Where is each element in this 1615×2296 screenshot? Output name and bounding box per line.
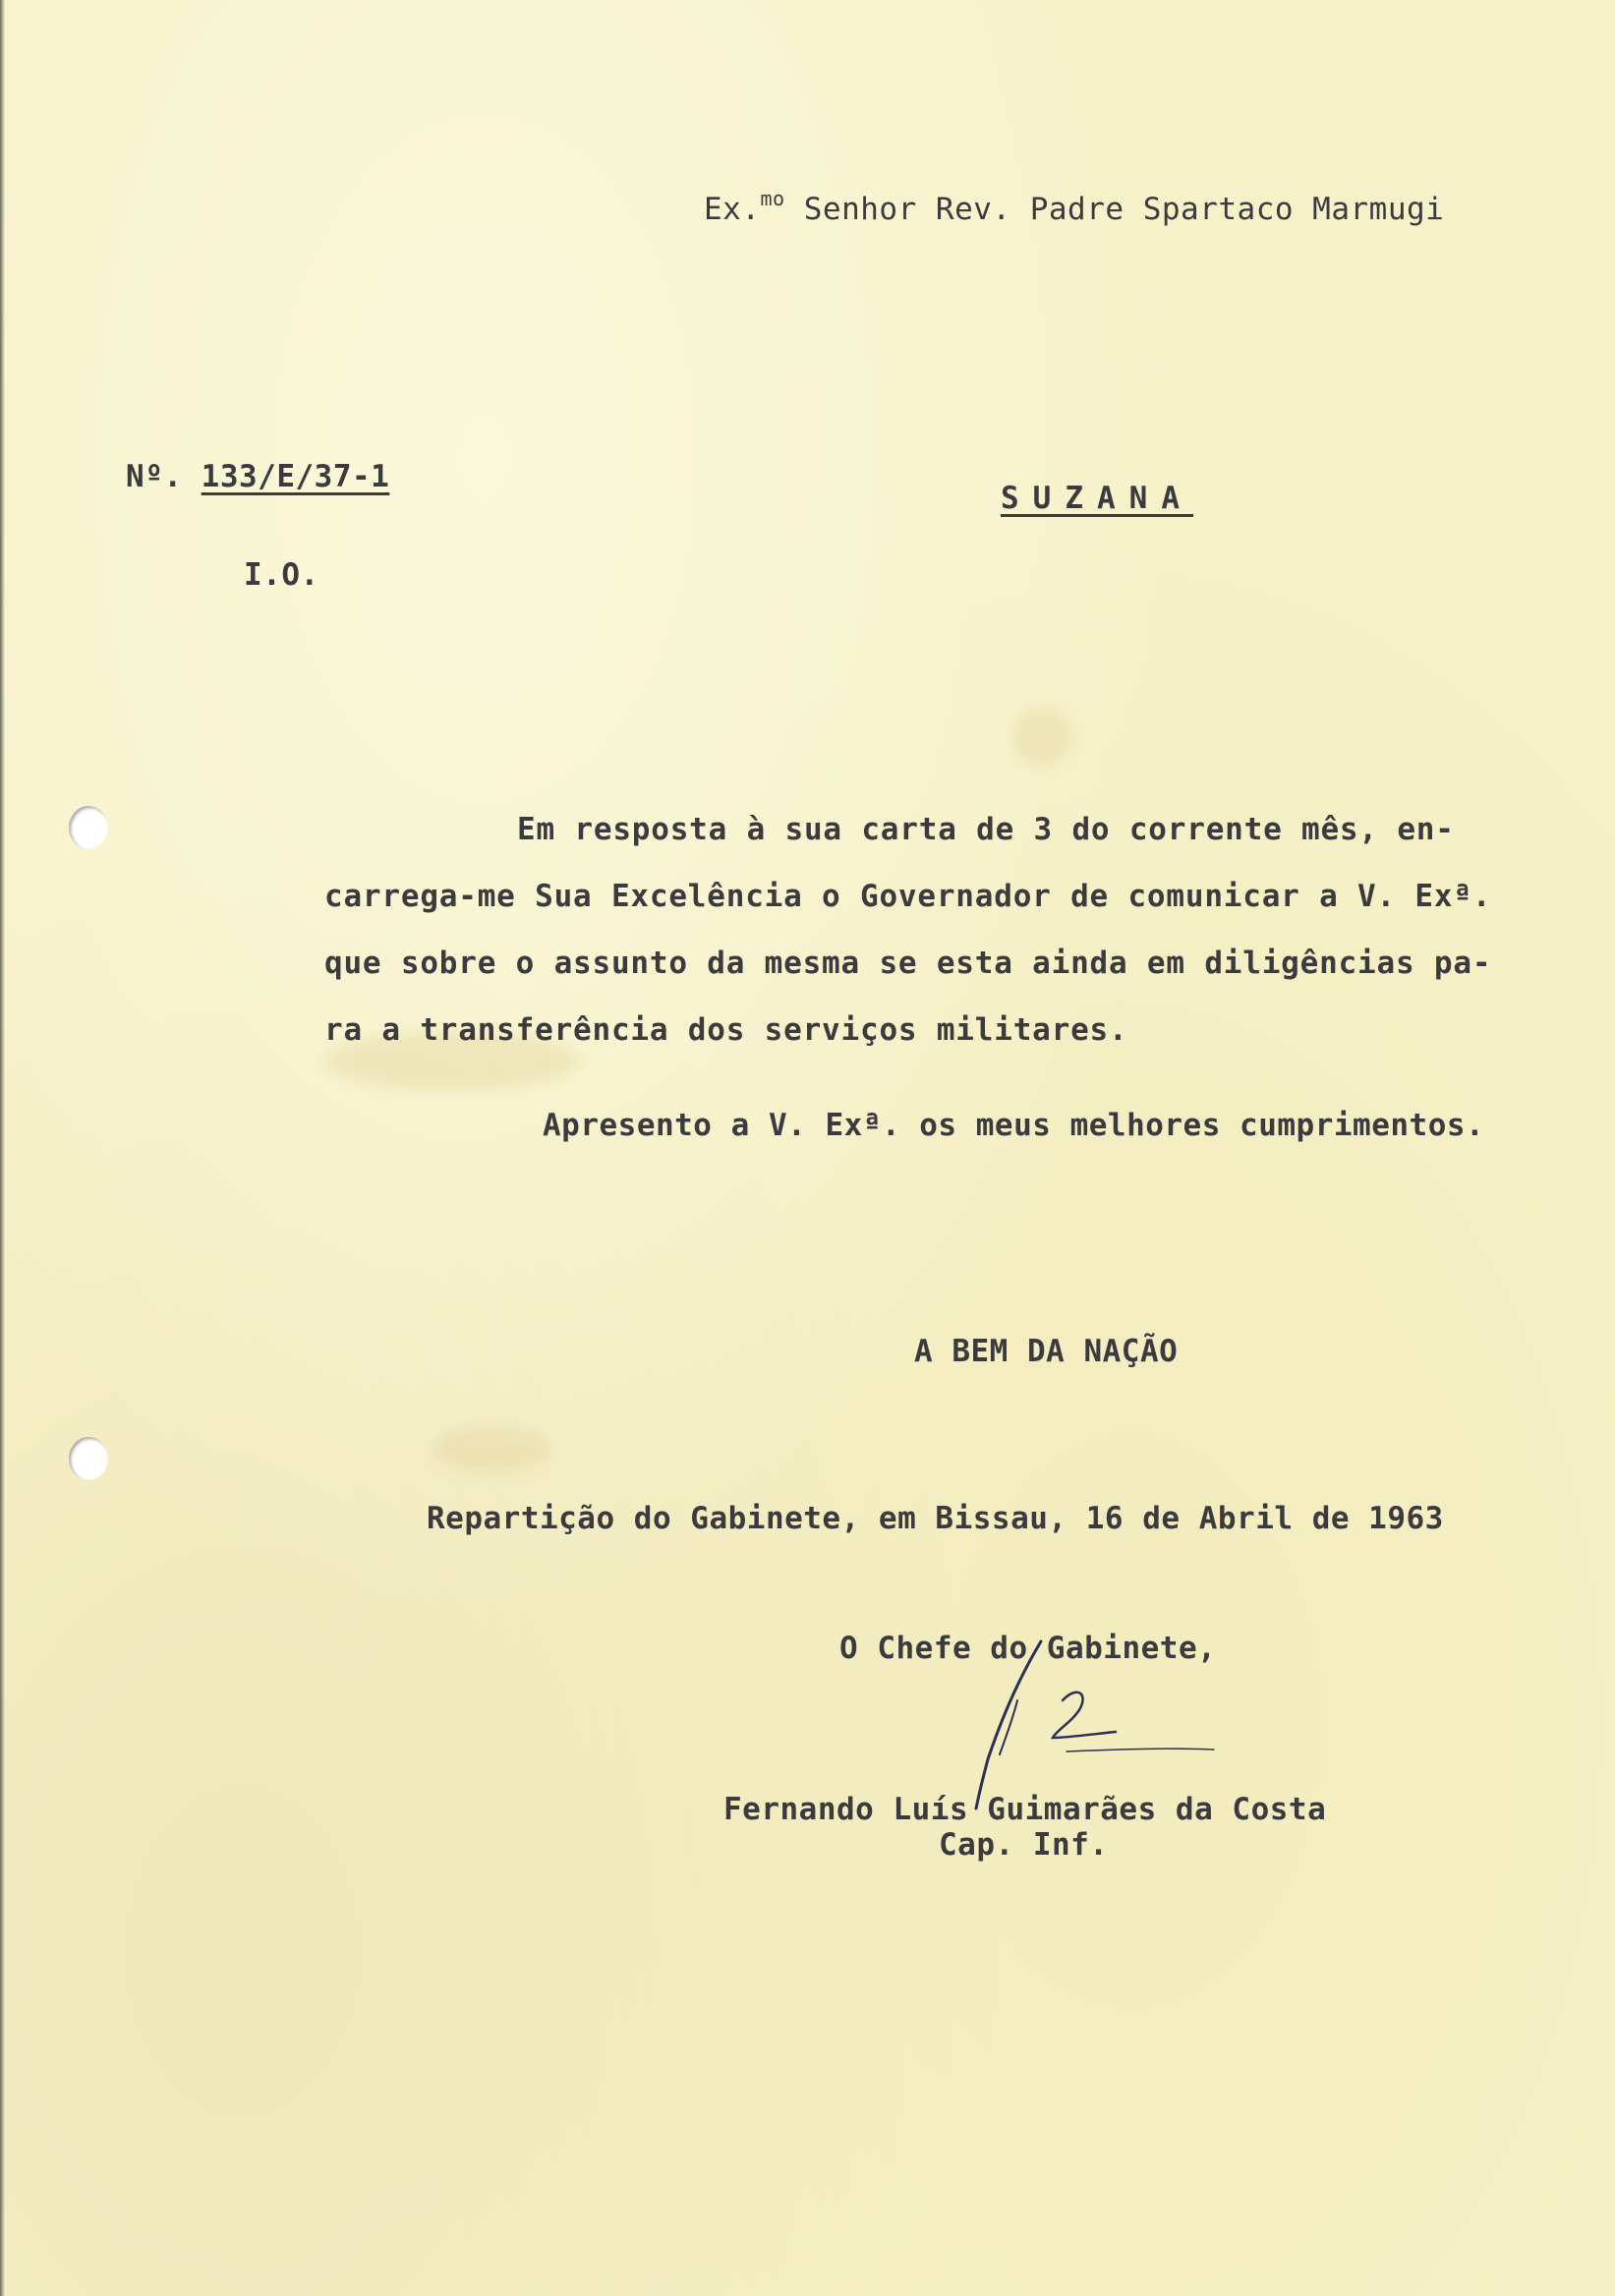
addressee-superscript: mo (760, 187, 785, 210)
punch-hole-top (69, 806, 108, 849)
signature-title: O Chefe do Gabinete, (839, 1631, 1217, 1666)
body-line-3: que sobre o assunto da mesma se esta ainda em diligências pa- (324, 946, 1492, 981)
body-line-1: Em resposta à sua carta de 3 do corrente mês, en- (517, 812, 1455, 847)
signature-flourish (1067, 1749, 1214, 1751)
paper-stain (1012, 708, 1071, 767)
body-line-4: ra a transferência dos serviços militares. (324, 1012, 1128, 1048)
signatory-name: Fernando Luís Guimarães da Costa (723, 1792, 1327, 1827)
addressee-line (704, 189, 1444, 225)
body-paragraph (324, 796, 1491, 1063)
place-date: Repartição do Gabinete, em Bissau, 16 de Abril de 1963 (427, 1501, 1444, 1536)
reference-number: 133/E/37-1 (201, 459, 390, 494)
page-edge-shadow (0, 0, 5, 2296)
punch-hole-bottom (69, 1437, 108, 1480)
signature-stroke-loop (1053, 1693, 1116, 1738)
motto: A BEM DA NAÇÃO (914, 1334, 1179, 1369)
signatory-rank: Cap. Inf. (939, 1827, 1109, 1863)
reference-label: Nº. (126, 459, 183, 494)
reference-sub: I.O. (244, 557, 319, 593)
addressee-name: Senhor Rev. Padre Spartaco Marmugi (803, 192, 1445, 227)
body-line-2: carrega-me Sua Excelência o Governador de comunicar a V. Exª. (324, 879, 1492, 914)
reference-line (126, 459, 390, 494)
signature-stroke-main (976, 1641, 1041, 1808)
paper-stain (433, 1425, 550, 1474)
closing-line: Apresento a V. Exª. os meus melhores cumprimentos. (543, 1108, 1485, 1143)
location-heading: SUZANA (1001, 481, 1193, 516)
addressee-prefix: Ex. (704, 192, 761, 227)
